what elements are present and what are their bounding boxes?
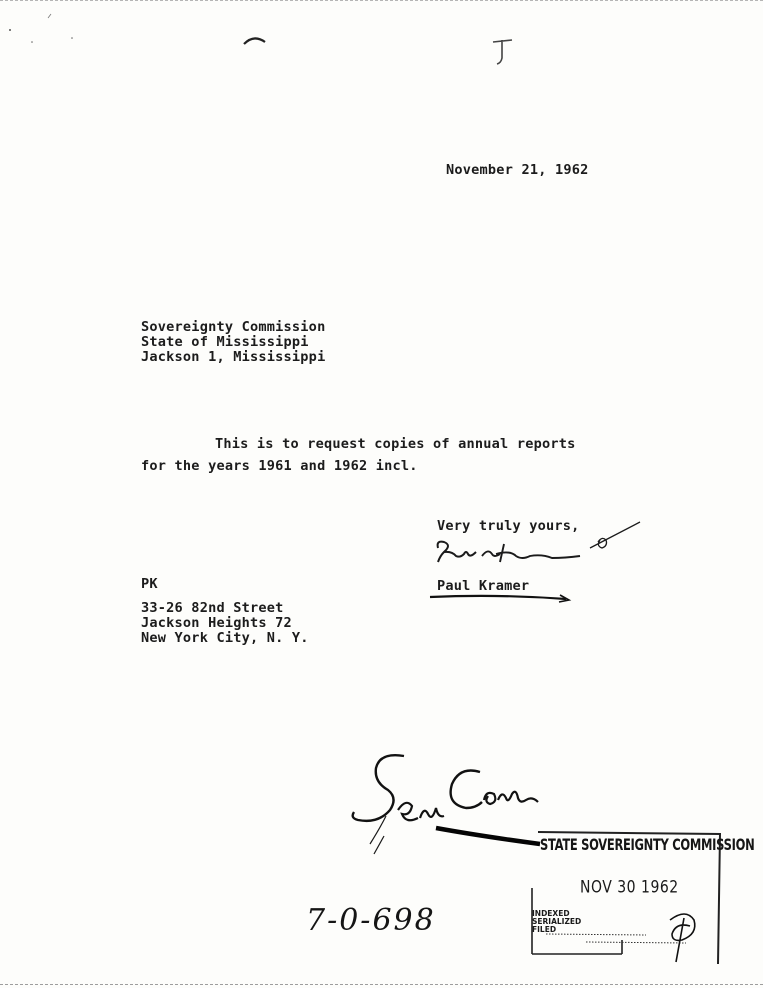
- stamp-field-indexed: INDEXED: [532, 909, 570, 918]
- stamp-field-filed: FILED: [532, 925, 557, 934]
- top-corner-marks: [0, 0, 763, 80]
- page-bottom-edge: [0, 984, 763, 986]
- sender-address-line-3: New York City, N. Y.: [141, 630, 309, 646]
- signer-name: Paul Kramer: [437, 578, 530, 594]
- sender-address-line-2: Jackson Heights 72: [141, 615, 292, 631]
- signature-paul-kramer: [430, 518, 645, 578]
- stamp-title: STATE SOVEREIGNTY COMMISSION: [540, 835, 755, 854]
- typist-initials: PK: [141, 576, 158, 592]
- body-line-2: for the years 1961 and 1962 incl.: [141, 458, 418, 474]
- recipient-line-3: Jackson 1, Mississippi: [141, 349, 326, 365]
- recipient-line-2: State of Mississippi: [141, 334, 309, 350]
- closing: Very truly yours,: [437, 518, 580, 534]
- sender-address-line-1: 33-26 82nd Street: [141, 600, 284, 616]
- stamp-field-serialized: SERIALIZED: [532, 917, 582, 926]
- recipient-line-1: Sovereignty Commission: [141, 319, 326, 335]
- handwritten-file-number: 7-0-698: [306, 903, 436, 938]
- stamp-date: NOV 30 1962: [580, 878, 679, 898]
- received-stamp: [526, 822, 755, 966]
- letter-date: November 21, 1962: [446, 162, 589, 178]
- body-line-1: This is to request copies of annual reports: [215, 436, 576, 452]
- signer-underline: [428, 592, 578, 604]
